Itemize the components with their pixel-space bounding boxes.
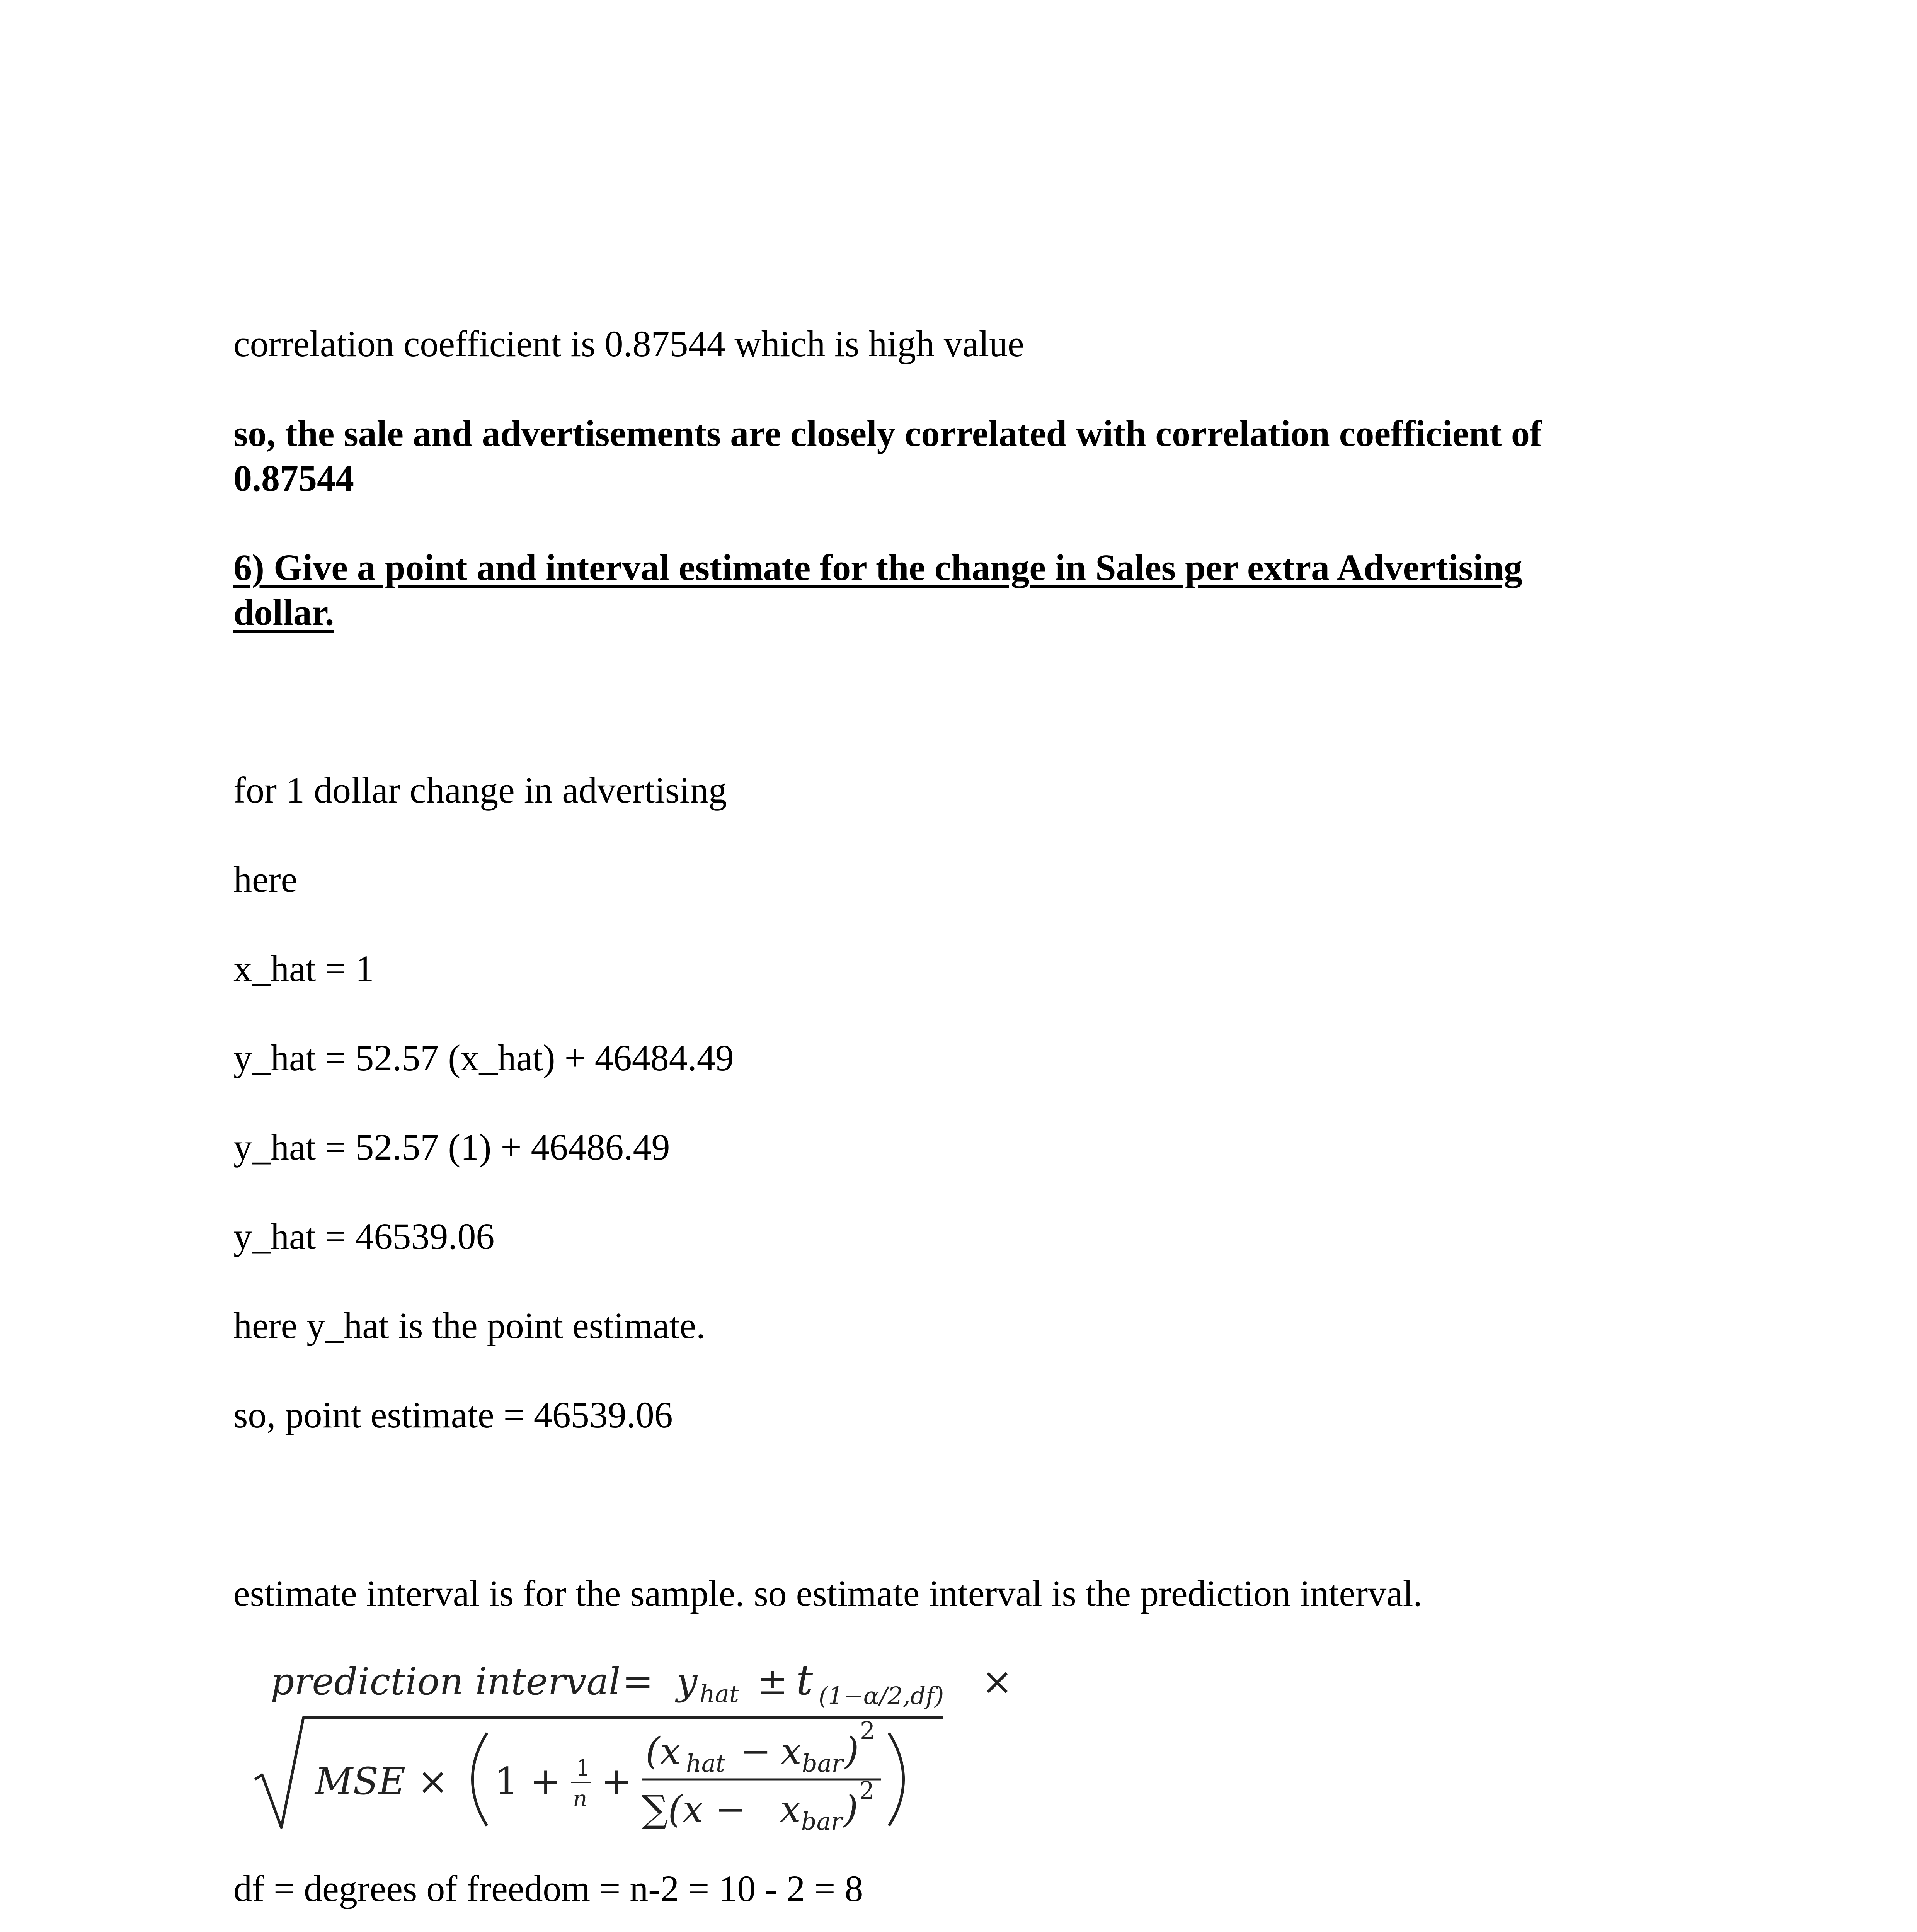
question-heading-line-1: 6) Give a point and interval estimate for the change in Sales per extra Advertising — [233, 547, 1522, 588]
conclusion-line-1: so, the sale and advertisements are closely correlated with correlation coefficient of — [233, 413, 1542, 454]
formula-y-subscript: hat — [700, 1680, 739, 1708]
denominator-close: ) — [844, 1787, 858, 1831]
degrees-of-freedom: df = degrees of freedom = n-2 = 10 - 2 = 8 — [233, 1868, 863, 1909]
numerator-x2: x — [781, 1730, 802, 1773]
prediction-interval-formula — [247, 1652, 1175, 1861]
denominator-x-subscript: bar — [801, 1807, 843, 1835]
y-hat-substitution: y_hat = 52.57 (1) + 46486.49 — [233, 1126, 670, 1168]
here-text: here — [233, 859, 298, 900]
formula-mse: MSE × — [315, 1760, 449, 1803]
numerator-close: ) — [844, 1730, 859, 1773]
numerator-x2-subscript: bar — [802, 1749, 843, 1777]
formula-one-plus: 1 + — [495, 1760, 562, 1803]
x-hat-line: x_hat = 1 — [233, 948, 374, 989]
formula-y: y — [676, 1660, 698, 1703]
point-estimate-note: here y_hat is the point estimate. — [233, 1305, 705, 1346]
formula-t-subscript: (1−α/2,df) — [819, 1682, 944, 1710]
numerator-open: (x — [645, 1730, 681, 1773]
small-fraction-denominator: n — [573, 1786, 587, 1812]
formula-t: t — [796, 1656, 813, 1704]
correlation-statement: correlation coefficient is 0.87544 which is high value — [233, 323, 1024, 364]
question-heading-line-2: dollar. — [233, 592, 334, 633]
y-hat-equation: y_hat = 52.57 (x_hat) + 46484.49 — [233, 1037, 734, 1078]
formula-times: × — [982, 1660, 1013, 1703]
denominator-square: 2 — [859, 1776, 875, 1804]
numerator-minus: − — [740, 1730, 771, 1773]
formula-plus: + — [601, 1760, 632, 1803]
formula-equals: = — [622, 1660, 654, 1703]
numerator-square: 2 — [860, 1716, 875, 1745]
conclusion-line-2: 0.87544 — [233, 457, 354, 499]
denominator-sigma: ∑(x − — [642, 1787, 747, 1831]
formula-lhs: prediction interval — [271, 1660, 621, 1703]
formula-plus-minus: ± — [757, 1660, 788, 1703]
small-fraction-numerator: 1 — [576, 1755, 590, 1781]
interval-note: estimate interval is for the sample. so estimate interval is the prediction interval. — [233, 1573, 1423, 1614]
left-paren — [473, 1733, 487, 1826]
point-estimate-result: so, point estimate = 46539.06 — [233, 1394, 673, 1435]
denominator-x: x — [780, 1787, 801, 1831]
dollar-change-text: for 1 dollar change in advertising — [233, 769, 727, 811]
y-hat-value: y_hat = 46539.06 — [233, 1216, 495, 1257]
right-paren — [889, 1733, 904, 1826]
numerator-x-subscript: hat — [686, 1749, 725, 1777]
